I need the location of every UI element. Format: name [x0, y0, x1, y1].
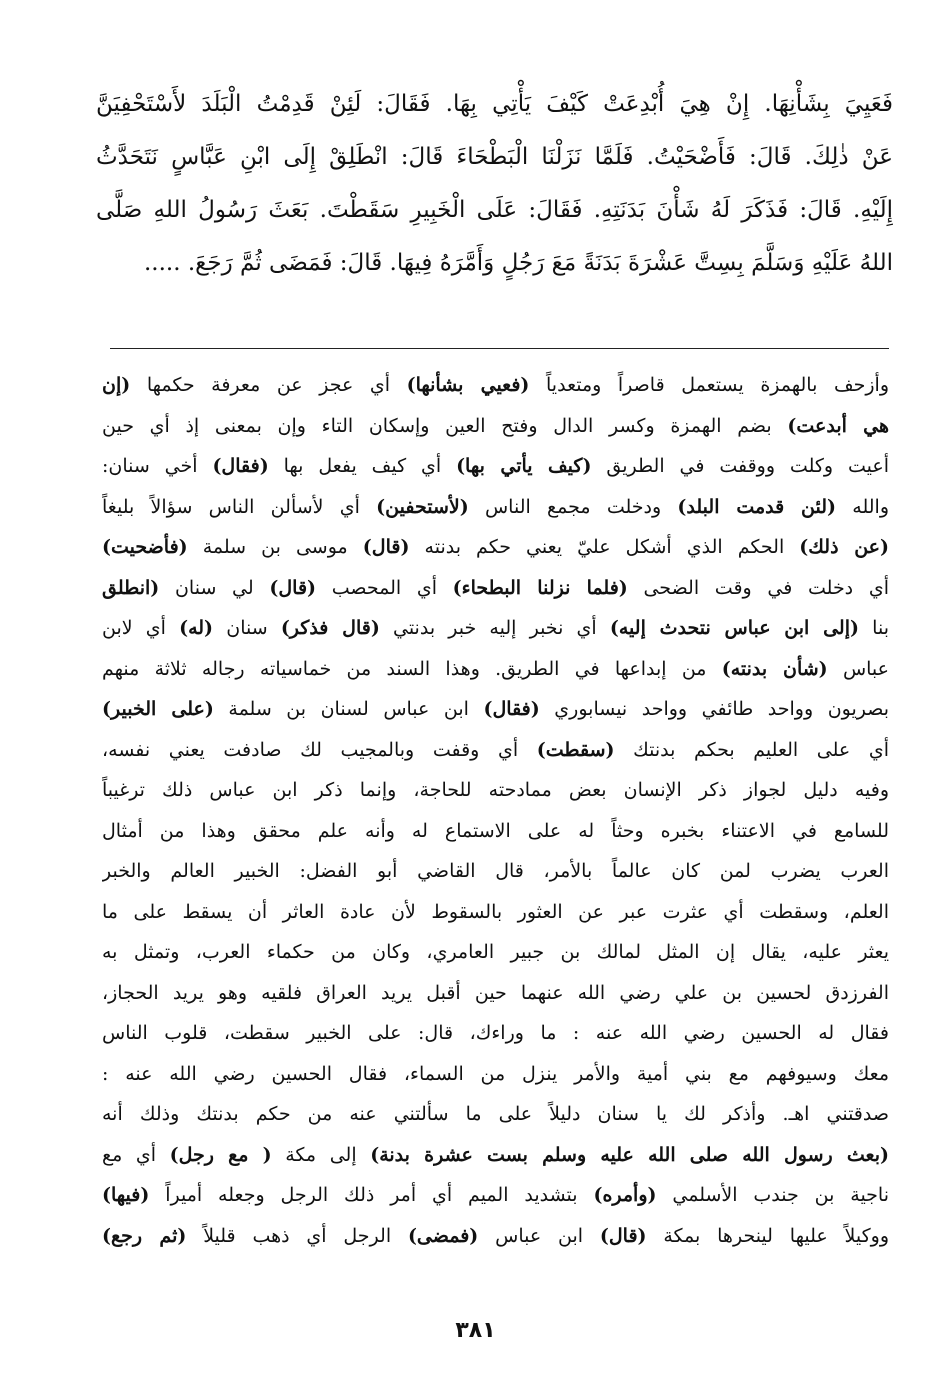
page-number: ٣٨١ — [455, 1318, 496, 1343]
commentary-text: لي سنان — [159, 576, 270, 599]
commentary-line — [102, 487, 889, 528]
commentary-line — [102, 689, 889, 730]
hadith-line: عَنْ ذٰلِكَ. قَالَ: فَأَضْحَيْتُ. فَلَمَّا نَزَلْنَا الْبَطْحَاءَ قَالَ: انْطَلِقْ إِلَى ابْنِ عَبَّاسٍ نَتَحَدَّثُ — [96, 144, 893, 170]
commentary-text: فقال له الحسين رضي الله عنه : ما وراءك، قال: على الخبير سقطت، قلوب الناس — [102, 1022, 889, 1044]
commentary-text: ووكيلاً عليها لينحرها بمكة — [646, 1224, 889, 1247]
commentary-text: موسى بن سلمة — [187, 536, 363, 558]
commentary-text: أي عجز عن معرفة حكمها — [130, 374, 407, 396]
commentary-text: الحكم الذي أشكل عليّ يعني حكم بدنته — [409, 536, 800, 558]
commentary-text: أي دخلت في وقت الضحى — [627, 576, 889, 599]
commentary-text: أخي سنان: — [102, 455, 213, 477]
hadith-line: اللهُ عَلَيْهِ وَسَلَّمَ بِسِتَّ عَشْرَةَ بَدَنَةً مَعَ رَجُلٍ وَأَمَّرَهُ فِيهَا. قَالَ: فَمَضَى ثُمَّ رَجَعَ. ..... — [143, 250, 893, 276]
quoted-phrase: (فأضحيت) — [102, 536, 188, 558]
commentary-line — [102, 851, 889, 892]
commentary-text: أي على العليم بحكم بدنتك — [614, 738, 889, 761]
quoted-phrase: (بعث رسول الله صلى الله عليه وسلم بست عشرة بدنة) — [370, 1143, 889, 1166]
commentary-line — [102, 1013, 889, 1054]
quoted-phrase: (فلما نزلنا البطحاء) — [452, 576, 628, 599]
commentary-text: العرب يضرب لمن كان عالماً بالأمر، قال القاضي أبو الفضل: الخبير العالم والخبر — [102, 860, 889, 882]
commentary-text: وأزحف بالهمزة يستعمل قاصراً ومتعدياً — [529, 374, 889, 396]
quoted-phrase: (إلى ابن عباس نتحدث إليه) — [609, 617, 859, 639]
commentary-line — [102, 730, 889, 771]
quoted-phrase: (فعيي بشأنها) — [406, 374, 530, 396]
commentary-text: أعيت وكلت ووقفت في الطريق — [591, 455, 889, 477]
commentary-text: الفرزدق لحسين بن علي رضي الله عنهما حين أقبل يريد العراق فلقيه وهو يريد الحجاز، — [102, 981, 889, 1004]
commentary-text: إلى مكة — [271, 1143, 371, 1166]
commentary-line — [102, 568, 889, 609]
commentary-text: من إبداعها في الطريق. وهذا السند من خماسياته رجاله ثلاثة منهم — [102, 657, 722, 680]
commentary-text: الرجل أي ذهب قليلاً — [186, 1224, 408, 1247]
quoted-phrase: (فيها) — [102, 1184, 150, 1206]
quoted-phrase: (فمضى) — [407, 1224, 479, 1247]
commentary-line — [102, 1216, 889, 1257]
commentary-line — [102, 1054, 889, 1095]
quoted-phrase: (عن ذلك) — [799, 536, 889, 558]
commentary-line — [102, 1135, 889, 1176]
quoted-phrase: (قال) — [269, 576, 317, 599]
commentary-text: صدقتني اهـ. وأذكر لك يا سنان دليلاً على ما سألتني عنه من حكم بدنتك وذلك أنه — [102, 1103, 889, 1125]
commentary-text: يعثر عليه، يقال إن المثل لمالك بن جبير العامري، وكان من حكماء العرب، وتمثل به — [102, 941, 889, 963]
quoted-phrase: (كيف يأتي بها) — [456, 455, 592, 477]
commentary-text: ناجية بن جندب الأسلمي — [656, 1184, 889, 1206]
commentary-line — [102, 1175, 889, 1216]
quoted-phrase: (له) — [179, 617, 214, 639]
quoted-phrase: (فقال) — [483, 698, 540, 720]
commentary-text: ودخلت مجمع الناس — [468, 495, 678, 518]
commentary-line — [102, 527, 889, 568]
commentary-text: ابن عباس لسنان بن سلمة — [213, 698, 484, 720]
commentary-line — [102, 446, 889, 487]
commentary-text: وفيه دليل لجواز ذكر الإنسان بعض ممادحته للحاجة، وإنما ذكر ابن عباس ذلك ترغيباً — [102, 779, 889, 801]
commentary-line — [102, 649, 889, 690]
hadith-line: إِلَيْهِ. قَالَ: فَذَكَرَ لَهُ شَأْنَ بَدَنَتِهِ. فَقَالَ: عَلَى الْخَبِيرِ سَقَطْتَ. بَعَثَ رَسُولُ اللهِ صَلَّى — [96, 197, 893, 223]
quoted-phrase: (على الخبير) — [102, 698, 214, 720]
commentary-line — [102, 365, 889, 406]
commentary-text: أي وقفت وبالمجيب لك صادفت يعني نفسه، — [102, 738, 537, 761]
quoted-phrase: (إن — [102, 374, 131, 396]
separator-rule — [110, 348, 889, 349]
commentary-text: للسامع في الاعتناء بخبره وحثاً له على الاستماع له وأنه علم محقق وهذا من أمثال — [102, 819, 889, 842]
commentary-line — [102, 932, 889, 973]
quoted-phrase: (شأن بدنته) — [721, 657, 828, 680]
commentary-text: أي كيف يفعل بها — [268, 455, 457, 477]
commentary-text: والله — [836, 495, 889, 518]
quoted-phrase: هي أبدعت) — [787, 414, 889, 437]
commentary-text: بتشديد الميم أي أمر ذلك الرجل وجعله أميراً — [149, 1184, 594, 1206]
commentary-text: عباس — [827, 657, 889, 680]
quoted-phrase: (فقال) — [212, 455, 269, 477]
quoted-phrase: (وأمره) — [593, 1184, 657, 1206]
quoted-phrase: (لأستحفين) — [376, 495, 469, 518]
commentary-line — [102, 973, 889, 1014]
quoted-phrase: (قال) — [362, 536, 410, 558]
commentary-line — [102, 1094, 889, 1135]
quoted-phrase: (لئن قدمت البلد) — [677, 495, 837, 518]
commentary-line — [102, 770, 889, 811]
commentary-text: أي لأسألن الناس سؤالاً بليغاً — [102, 495, 377, 518]
commentary-line — [102, 608, 889, 649]
commentary-text: أي لابن — [102, 617, 180, 639]
quoted-phrase: (قال فذكر) — [280, 617, 380, 639]
commentary-text: بنا — [859, 617, 889, 639]
commentary-text: بصريون وواحد طائفي وواحد نيسابوري — [539, 698, 889, 720]
commentary-text: أي نخبر إليه خبر بدنتي — [379, 617, 610, 639]
quoted-phrase: (انطلق — [102, 576, 160, 599]
commentary-text: أي المحصب — [316, 576, 453, 599]
quoted-phrase: ( مع رجل) — [169, 1143, 272, 1166]
commentary-text: معك وسيوفهم مع بني أمية والأمر ينزل من السماء، فقال الحسين رضي الله عنه : — [102, 1062, 889, 1085]
quoted-phrase: (سقطت) — [536, 738, 615, 761]
hadith-line: فَعَيِيَ بِشَأْنِهَا. إِنْ هِيَ أُبْدِعَتْ كَيْفَ يَأْتِي بِهَا. فَقَالَ: لَئِنْ قَدِمْتُ الْبَلَدَ لأَسْتَحْفِيَنَّ — [96, 91, 893, 117]
commentary-text: بضم الهمزة وكسر الدال وفتح العين وإسكان التاء وإن بمعنى إذ أي حين — [102, 414, 788, 437]
commentary-text: ابن عباس — [478, 1224, 600, 1247]
quoted-phrase: (ثم رجع) — [102, 1224, 187, 1247]
quoted-phrase: (قال) — [599, 1224, 647, 1247]
commentary-line — [102, 892, 889, 933]
commentary-line — [102, 811, 889, 852]
commentary-text: سنان — [213, 617, 281, 639]
commentary-line — [102, 406, 889, 447]
commentary-text: أي مع — [102, 1143, 170, 1166]
commentary-text: العلم، وسقطت أي عثرت عبر عن العثور بالسقوط لأن عادة العاثر أن يسقط على ما — [102, 900, 889, 923]
commentary-block — [102, 365, 889, 1256]
hadith-text — [96, 78, 893, 290]
